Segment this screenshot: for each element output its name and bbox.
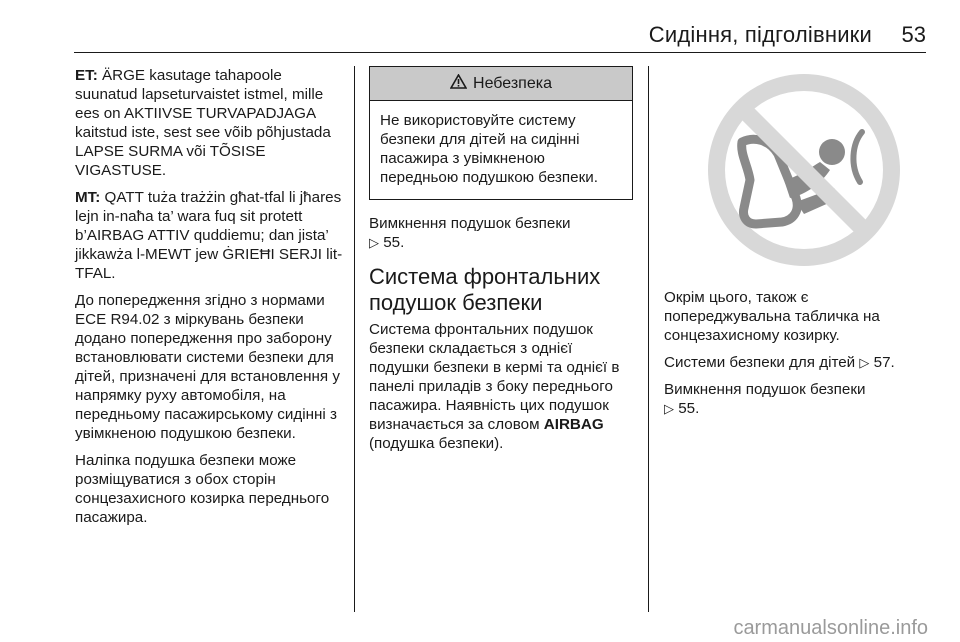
deactivation-page: 55. (383, 234, 405, 251)
et-text: ÄRGE kasutage tahapoole suunatud lapseturvaistet istmel, mille ees on AKTIIVSE TURVAPADJAGA kaitstud iste, sest see võib põhjustada LAPSE SURMA või TÕSISE VIGASTUSE. (75, 67, 331, 179)
frontal-body-tail: (подушка безпеки). (369, 435, 504, 452)
page-title: Сидіння, підголівники (648, 22, 872, 47)
column-3 (664, 288, 926, 426)
warning-title: Небезпека (473, 75, 552, 92)
et-warning-paragraph (75, 66, 343, 180)
mt-text: QATT tuża trażżin għat-tfal li jħares lejn in-naħa ta’ wara fuq sit protett b’AIRBAG ATTIV quddiemu; dan jista’ jikkawża l-MEWT jew ĠRIEĦI SERJI lit-TFAL. (75, 189, 343, 282)
frontal-airbag-paragraph (369, 320, 635, 453)
deactivation-text: Вимкнення подушок безпеки (369, 215, 571, 232)
section-heading: Система фронтальних подушок безпеки (369, 264, 601, 315)
deactivation-reference[interactable] (369, 214, 635, 252)
frontal-body-text: Система фронтальних подушок безпеки складається з однієї подушки безпеки в кермі та однієї в панелі приладів з боку переднього пасажира. Наявність цих подушок визначається за словом (369, 321, 620, 433)
column-divider-left (354, 66, 355, 612)
airbag-deactivation-page: 55. (678, 400, 700, 417)
child-restraint-page: 57. (873, 354, 895, 371)
mt-warning-paragraph (75, 188, 343, 283)
ece-paragraph: До попередження згідно з нормами ECE R94.02 з міркувань безпеки додано попередження про заборону встановлювати системи безпеки для дітей, призначені для встановлення у напрямку руху автомобіля, на передньому пасажирському сидінні з увімкненою подушкою безпеки. (75, 292, 340, 442)
watermark: carmanualsonline.info (733, 617, 928, 639)
mt-label: MT: (75, 189, 101, 206)
page-reference-icon: ▷ (664, 401, 674, 416)
rear-facing-child-seat-prohibition-icon (684, 70, 924, 270)
child-restraint-reference[interactable] (664, 353, 926, 372)
warning-header (370, 67, 632, 101)
column-2 (369, 66, 635, 461)
page-number: 53 (901, 22, 926, 47)
header-rule (74, 52, 926, 53)
et-label: ET: (75, 67, 98, 84)
column-divider-right (648, 66, 649, 612)
child-restraint-text: Системи безпеки для дітей (664, 354, 856, 371)
airbag-deactivation-reference[interactable] (664, 380, 926, 418)
page-reference-icon: ▷ (369, 235, 379, 250)
page-reference-icon: ▷ (859, 355, 870, 370)
warning-triangle-icon (450, 74, 467, 94)
warning-text: Не використовуйте систему безпеки для дітей на сидінні пасажира з увімкненою передньою подушкою безпеки. (380, 112, 598, 186)
sticker-paragraph: Наліпка подушка безпеки може розміщуватися з обох сторін сонцезахисного козирка переднього пасажира. (75, 452, 330, 526)
airbag-deactivation-text: Вимкнення подушок безпеки (664, 381, 866, 398)
airbag-word: AIRBAG (543, 416, 604, 433)
sunvisor-label-paragraph: Окрім цього, також є попереджувальна табличка на сонцезахисному козирку. (664, 289, 880, 344)
column-1 (75, 66, 343, 535)
warning-box (369, 66, 633, 200)
